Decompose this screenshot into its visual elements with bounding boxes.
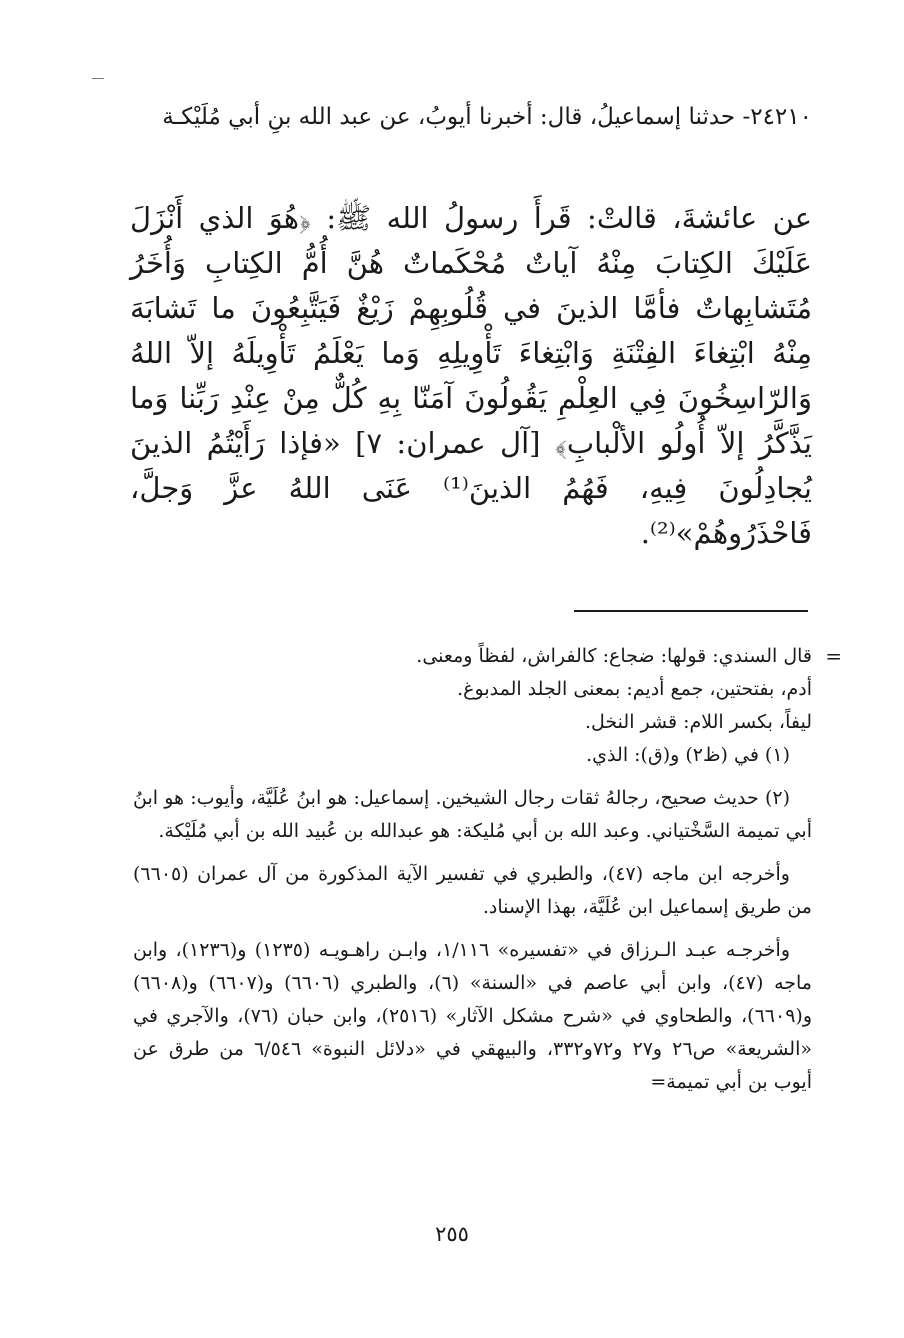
footnote-2-takhrij-2: وأخرجـه عبـد الـرزاق في «تفسيره» ١/١١٦، وابـن راهـويـه (١٢٣٥) و(١٢٣٦)، وابن ماجه (٤٧)، وابن أبي عاصم في «السنة» (٦)، والطبري (٦٦٠٦) و(٦٦٠٧) و(٦٦٠٨) و(٦٦٠٩)، والطحاوي في «شرح مشكل الآثار» (٢٥١٦)، وابن حبان (٧٦)، والآجري في «الشريعة» ص٢٦ و٢٧ و٧٢و٣٣٢، والبيهقي في «دلائل النبوة» ٦/٥٤٦ من طرق عن أيوب بن أبي تميمة= — [133, 939, 812, 1093]
page-number: ٢٥٥ — [435, 1222, 469, 1246]
footnotes-section — [133, 640, 842, 1099]
footnote-2: (٢) حديث صحيح، رجالهُ ثقات رجال الشيخين. إسماعيل: هو ابنُ عُلَيَّة، وأيوب: هو ابنُ أبي تميمة السَّخْتياني. وعبد الله بن أبي مُليكة: هو عبدالله بن عُبيد الله بن أبي مُلَيْكة. — [133, 787, 812, 842]
footnote-line-adam: أدم، بفتحتين، جمع أديم: بمعنى الجلد المدبوغ. — [457, 678, 812, 700]
footnote-separator — [574, 610, 808, 612]
continuation-marker: = — [825, 644, 842, 668]
hadith-text — [130, 196, 812, 556]
hadith-isnad-header: ٢٤٢١٠- حدثنا إسماعيلُ، قال: أخبرنا أيوبُ، عن عبد الله بنِ أبي مُلَيْكـة — [162, 104, 812, 130]
footnote-line-sindi: قال السندي: قولها: ضجاع: كالفراش، لفظاً ومعنى. — [416, 645, 812, 667]
footnote-1: (١) في (ظ٢) و(ق): الذي. — [586, 744, 790, 766]
footnote-line-lif: ليفاً، بكسر اللام: قشر النخل. — [584, 711, 812, 733]
margin-mark — [92, 78, 104, 79]
footnote-2-takhrij-1: وأخرجه ابن ماجه (٤٧)، والطبري في تفسير الآية المذكورة من آل عمران (٦٦٠٥) من طريق إسماعيل ابن عُلَيَّة، بهذا الإسناد. — [133, 863, 812, 918]
hadith-matn: عن عائشةَ، قالتْ: قَرأَ رسولُ الله ﷺ: ﴿هُوَ الذي أَنْزَلَ عَلَيْكَ الكِتابَ مِنْهُ آياتٌ مُحْكَماتٌ هُنَّ أُمُّ الكِتابِ وَأُخَرُ مُتَشابِهاتٌ فأمَّا الذينَ في قُلُوبِهِمْ زَيْغٌ فَيَتَّبِعُونَ ما تَشابَهَ مِنْهُ ابْتِغاءَ الفِتْنَةِ وَابْتِغاءَ تَأْوِيلِهِ وَما يَعْلَمُ تَأْوِيلَهُ إلاّ اللهُ وَالرّاسِخُونَ فِي العِلْمِ يَقُولُونَ آمَنّا بِهِ كُلٌّ مِنْ عِنْدِ رَبِّنا وَما يَذَّكَّرُ إلاّ أُولُو الألْبابِ﴾ [آل عمران: ٧] «فإذا رَأَيْتُمُ الذينَ يُجادِلُونَ فِيهِ، فَهُمُ الذينَ⁽¹⁾ عَنَى اللهُ عزَّ وَجلَّ، فَاحْذَرُوهُمْ»⁽²⁾. — [130, 201, 812, 550]
